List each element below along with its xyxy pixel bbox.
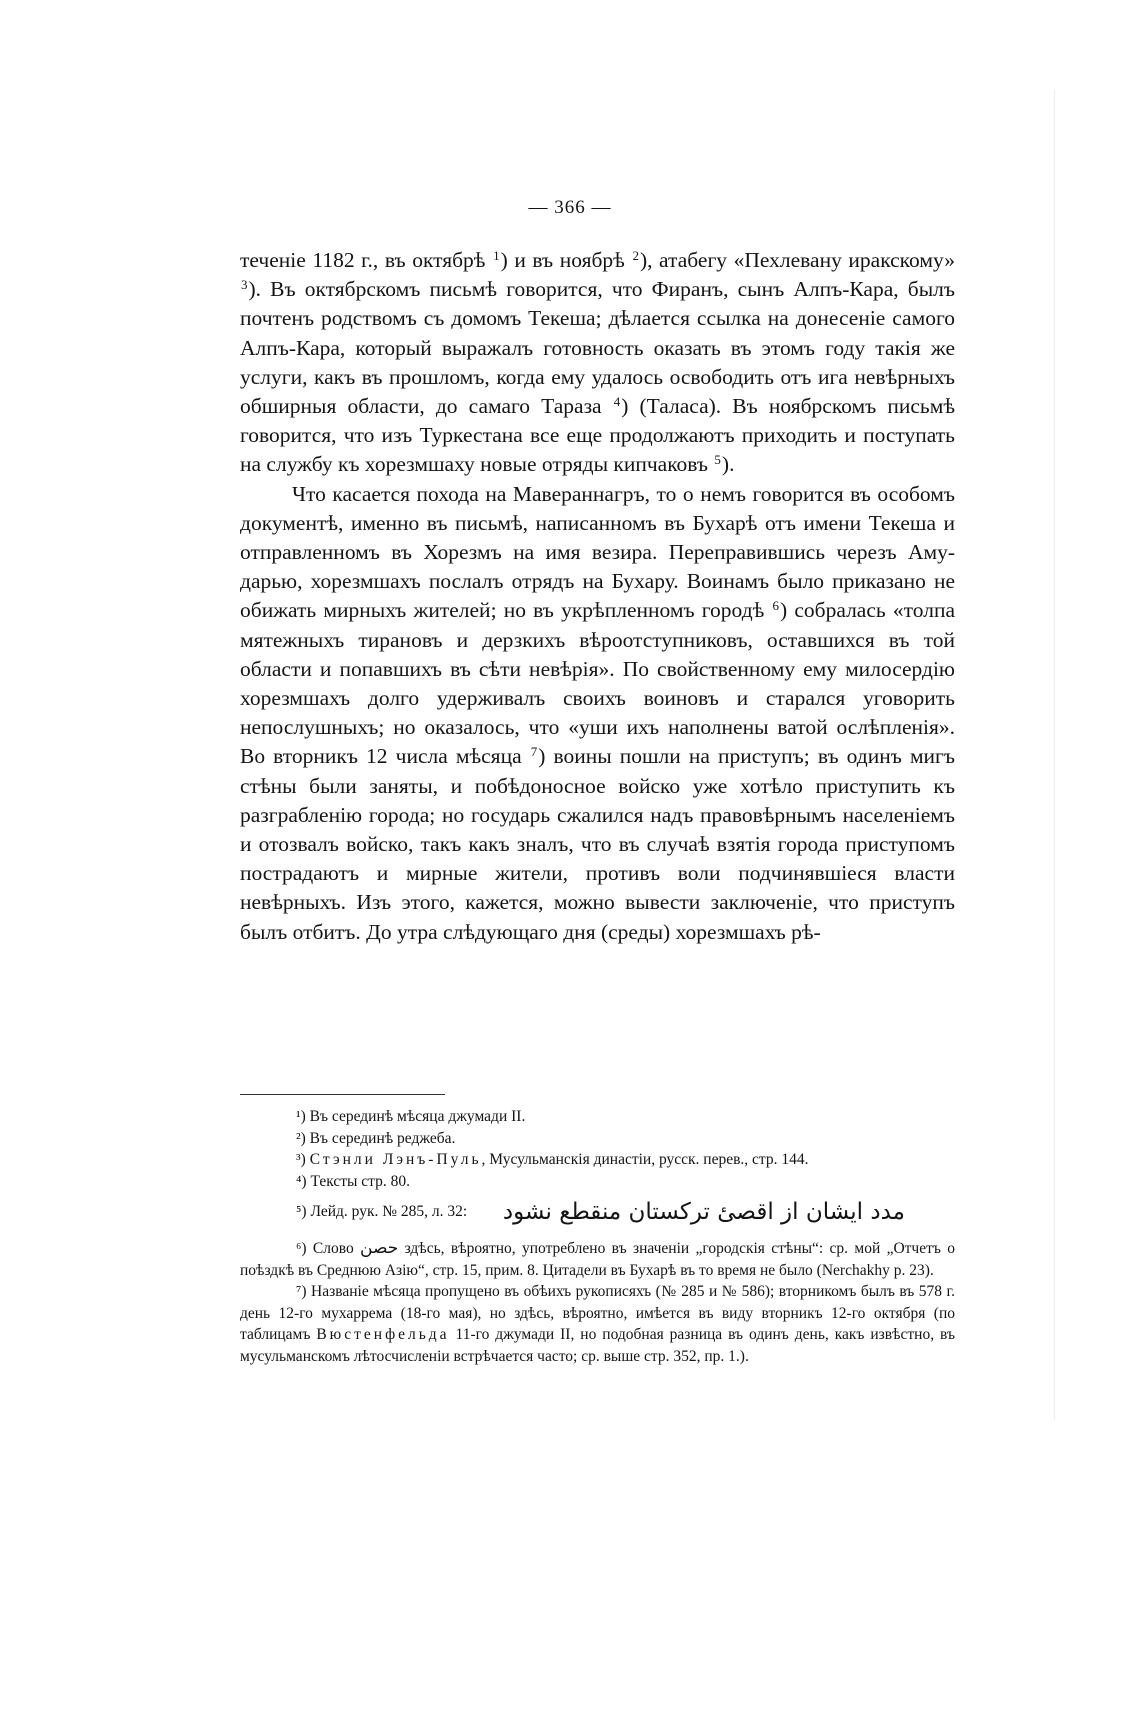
text-run: ). — [721, 452, 735, 477]
text-run: ) (Таласа). Въ ноябрскомъ письмѣ говорится, что изъ Туркестана все еще продолжаютъ приходить и поступать на службу къ хорезмшаху новые отряды кипчаковъ — [240, 394, 955, 477]
footnote-6 — [240, 1238, 955, 1281]
footnote-7 — [240, 1281, 955, 1367]
text-run: Что касается похода на Мавераннагръ, то о немъ говорится въ особомъ документѣ, именно въ письмѣ, написанномъ въ Бухарѣ отъ имени Текеша и отправленномъ въ Хорезмъ на имя везира. Переправившись черезъ Аму-дарью, хорезмшахъ послалъ отрядъ на Бухару. Воинамъ было приказано не обижать мирныхъ жителей; но въ укрѣпленномъ городѣ — [240, 481, 955, 623]
author-name: Стэнли Лэнъ-Пуль — [309, 1151, 482, 1168]
footnote-mark: ³) — [296, 1151, 310, 1168]
text-run: ). Въ октябрскомъ письмѣ говорится, что Фиранъ, сынъ Алпъ-Кара, былъ почтенъ родствомъ съ домомъ Текеша; дѣлается ссылка на донесеніе самого Алпъ-Кара, который выражалъ готовность оказать въ этомъ году такія же услуги, какъ въ прошломъ, когда ему удалось освободить отъ ига невѣрныхъ обширныя области, до самаго Тараза — [240, 277, 955, 419]
paragraph-1 — [240, 246, 955, 480]
footnote-1: ¹) Въ серединѣ мѣсяца джумади II. — [296, 1108, 526, 1125]
page-number: — 366 — — [528, 197, 612, 218]
text-run: здѣсь, вѣроятно, употреблено въ значеніи „городскія стѣны“: ср. мой „Отчетъ о поѣздкѣ въ Среднюю Азію“, стр. 15, прим. 8. Цитадели въ Бухарѣ въ то время не было (Nerchakhy p. 23). — [240, 1240, 955, 1279]
footnote-ref-6[interactable]: 6 — [772, 598, 779, 614]
footnote-3 — [240, 1149, 955, 1171]
text-run: , Мусульманскія династіи, русск. перев., стр. 144. — [481, 1151, 809, 1168]
author-name: Вюстенфельда — [316, 1326, 450, 1343]
paragraph-2 — [240, 480, 955, 947]
page-edge-line — [1054, 90, 1055, 1420]
text-run: ⁷) Названіе мѣсяца пропущено въ обѣихъ рукописяхъ (№ 285 и № 586); вторникомъ былъ въ 578 г. день 12-го мухаррема (18-го мая), но здѣсь, вѣроятно, имѣется въ виду вторникъ 12-го октября (по таблицамъ — [240, 1283, 955, 1343]
footnote-ref-4[interactable]: 4 — [613, 394, 621, 410]
footnote-ref-3[interactable]: 3 — [241, 277, 248, 293]
footnote-5 — [240, 1192, 955, 1232]
footnote-2: ²) Въ серединѣ реджеба. — [296, 1129, 456, 1147]
text-run: теченіе 1182 г., въ октябрѣ — [240, 248, 493, 272]
footnote-ref-2[interactable]: 2 — [632, 248, 639, 263]
footnote-4: ⁴) Тексты стр. 80. — [296, 1172, 411, 1190]
footnote-5-text: ⁵) Лейд. рук. № 285, л. 32: — [296, 1203, 468, 1220]
footnote-separator — [240, 1094, 445, 1095]
main-text — [240, 246, 955, 947]
footnotes — [240, 1106, 955, 1367]
text-run: ) воины пошли на приступъ; въ одинъ мигъ стѣны были заняты, и побѣдоносное войско уже хотѣло приступить къ разграбленію города; но государь сжалился надъ правовѣрнымъ населеніемъ и отозвалъ войско, такъ какъ зналъ, что въ случаѣ взятія города приступомъ пострадаютъ и мирные жители, противъ воли подчинявшіеся власти невѣрныхъ. Изъ этого, кажется, можно вывести заключеніе, что приступъ былъ отбитъ. До утра слѣдующаго дня (среды) хорезмшахъ рѣ- — [240, 744, 955, 944]
footnote-ref-7[interactable]: 7 — [530, 744, 538, 760]
text-run: ) собралась «толпа мятежныхъ тирановъ и дерзкихъ вѣроотступниковъ, оставшихся въ той области и попавшихъ въ сѣти невѣрія». По свойственному ему милосердію хорезмшахъ долго удерживалъ своихъ воиновъ и старался уговорить непослушныхъ; но оказалось, что «уши ихъ наполнены ватой ослѣпленія». Во вторникъ 12 числа мѣсяца — [240, 598, 955, 769]
arabic-quote: مدد ایشان از اقصیٔ ترکستان منقطع نشود — [502, 1199, 905, 1225]
text-run: ) и въ ноябрѣ — [500, 248, 632, 272]
footnote-ref-1[interactable]: 1 — [493, 248, 500, 263]
arabic-word: حصن — [360, 1238, 399, 1258]
text-run: 11-го джумади II, но подобная разница въ одинъ день, какъ извѣстно, въ мусульманскомъ лѣтосчисленіи встрѣчается часто; ср. выше стр. 352, пр. 1.). — [240, 1326, 955, 1365]
text-run: ⁶) Слово — [296, 1240, 361, 1257]
footnote-ref-5[interactable]: 5 — [714, 452, 721, 468]
text-run: ), атабегу «Пехлевану иракскому» — [639, 248, 955, 272]
